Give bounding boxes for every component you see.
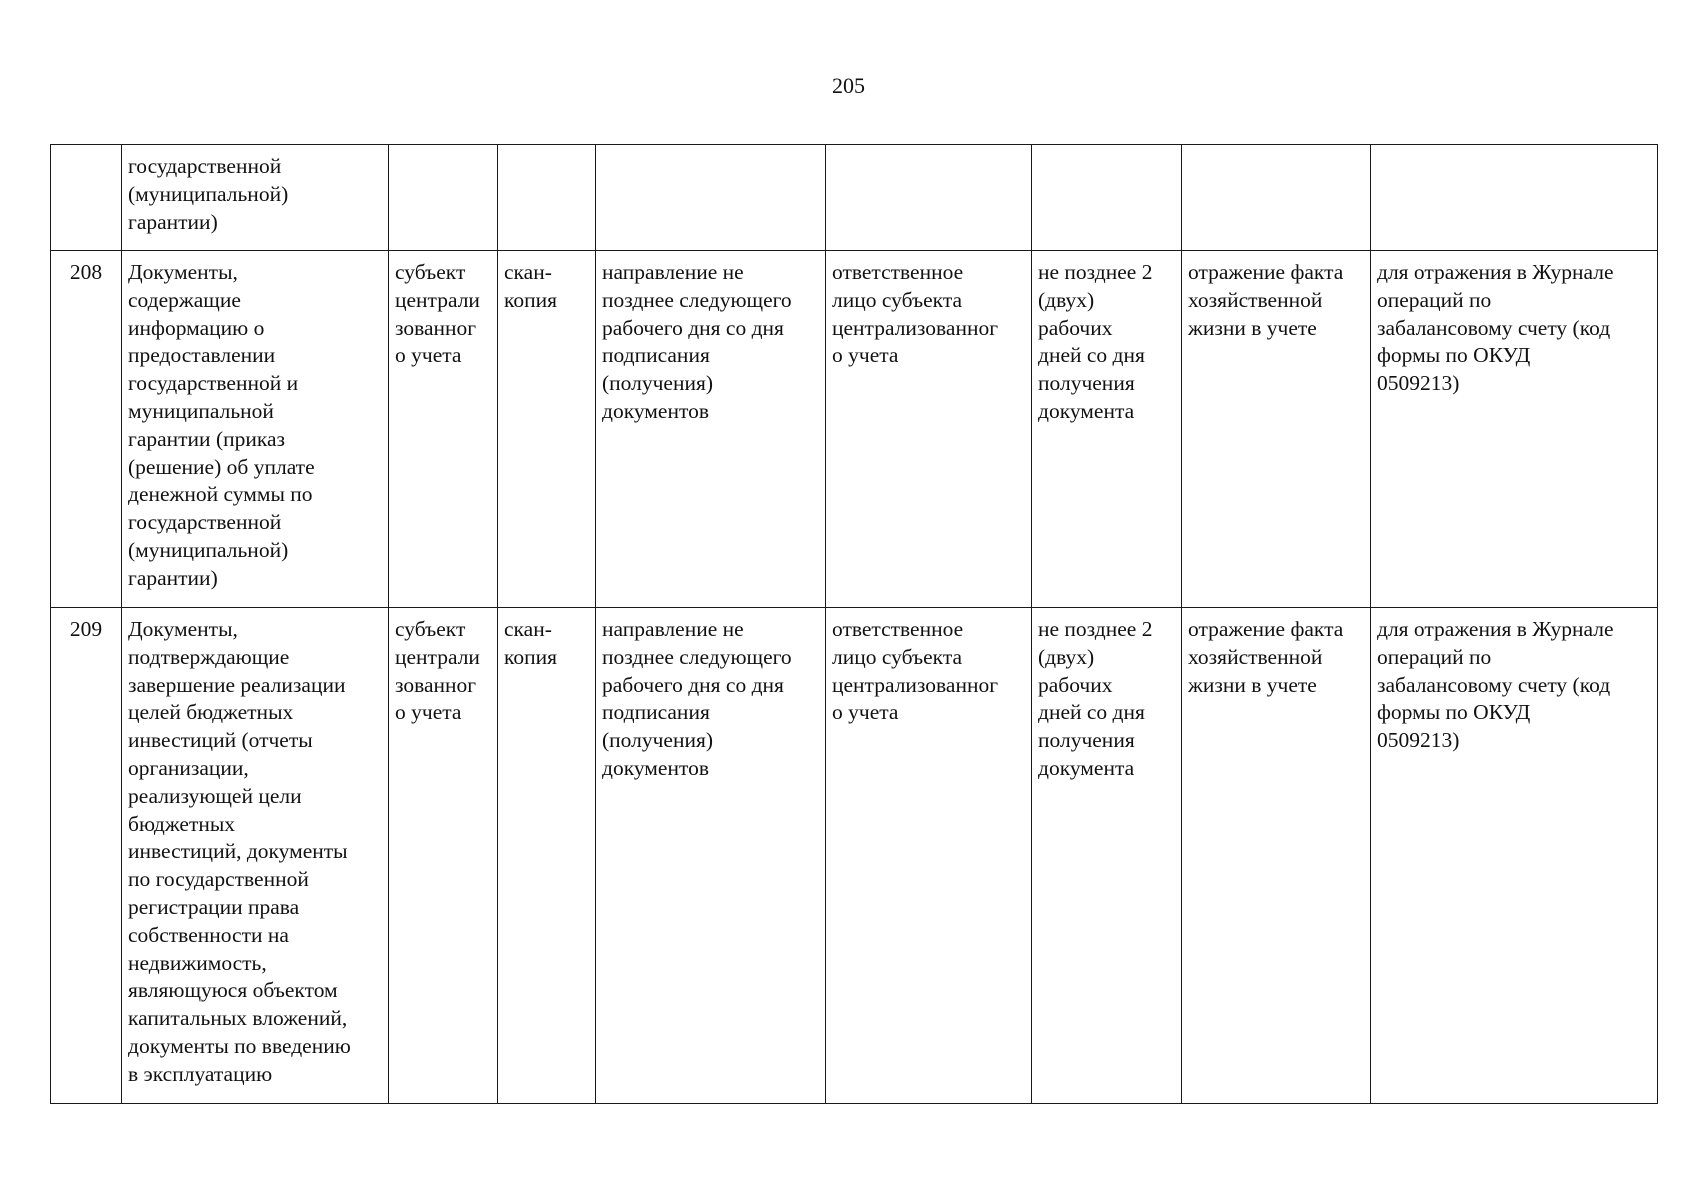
creator-cell — [389, 608, 498, 1104]
format-cell — [498, 608, 596, 1104]
row-number: 209 — [69, 617, 103, 641]
row-number-cell — [51, 608, 122, 1104]
creator-text: субъект централи зованног о учета — [395, 617, 480, 725]
table-row — [51, 251, 1658, 608]
creator-cell — [389, 145, 498, 251]
format-cell — [498, 145, 596, 251]
document-cell — [122, 608, 389, 1104]
processing-term-cell — [1032, 251, 1182, 608]
purpose-cell — [1182, 251, 1371, 608]
processing-term-text: не позднее 2 (двух) рабочих дней со дня получения документа — [1038, 617, 1153, 780]
processing-term-cell — [1032, 608, 1182, 1104]
purpose-text: отражение факта хозяйственной жизни в учете — [1188, 260, 1344, 340]
document-cell — [122, 251, 389, 608]
purpose-cell — [1182, 145, 1371, 251]
table-row — [51, 145, 1658, 251]
register-cell — [1371, 145, 1658, 251]
document-text: Документы, подтверждающие завершение реализации целей бюджетных инвестиций (отчеты организации, реализующей цели бюджетных инвестиций, документы по государственной регистрации права собственности на недвижимость, являющуюся объектом капитальных вложений, документы по введению в эксплуатацию — [128, 617, 351, 1086]
processing-term-text: не позднее 2 (двух) рабочих дней со дня получения документа — [1038, 260, 1153, 423]
register-text: для отражения в Журнале операций по забалансовому счету (код формы по ОКУД 0509213) — [1377, 617, 1614, 753]
responsible-cell — [826, 608, 1032, 1104]
format-cell — [498, 251, 596, 608]
responsible-text: ответственное лицо субъекта централизованног о учета — [832, 260, 999, 368]
transfer-term-cell — [596, 145, 826, 251]
row-number: 208 — [69, 260, 103, 284]
register-cell — [1371, 251, 1658, 608]
responsible-cell — [826, 145, 1032, 251]
page-number: 205 — [832, 73, 865, 98]
creator-cell — [389, 251, 498, 608]
document-text: Документы, содержащие информацию о предоставлении государственной и муниципальной гарантии (приказ (решение) об уплате денежной суммы по государственной (муниципальной) гарантии) — [128, 260, 315, 590]
document-text: государственной (муниципальной) гарантии) — [128, 154, 289, 234]
processing-term-cell — [1032, 145, 1182, 251]
transfer-term-text: направление не позднее следующего рабочего дня со дня подписания (получения) документов — [602, 260, 792, 423]
register-cell — [1371, 608, 1658, 1104]
register-text: для отражения в Журнале операций по забалансовому счету (код формы по ОКУД 0509213) — [1377, 260, 1614, 396]
format-text: скан- копия — [504, 617, 558, 669]
responsible-cell — [826, 251, 1032, 608]
row-number-cell — [51, 145, 122, 251]
purpose-text: отражение факта хозяйственной жизни в учете — [1188, 617, 1344, 697]
transfer-term-cell — [596, 251, 826, 608]
format-text: скан- копия — [504, 260, 558, 312]
purpose-cell — [1182, 608, 1371, 1104]
transfer-term-cell — [596, 608, 826, 1104]
table-row — [51, 608, 1658, 1104]
document-cell — [122, 145, 389, 251]
transfer-term-text: направление не позднее следующего рабочего дня со дня подписания (получения) документов — [602, 617, 792, 780]
row-number-cell — [51, 251, 122, 608]
creator-text: субъект централи зованног о учета — [395, 260, 480, 368]
document-table — [50, 144, 1658, 1104]
responsible-text: ответственное лицо субъекта централизованног о учета — [832, 617, 999, 725]
